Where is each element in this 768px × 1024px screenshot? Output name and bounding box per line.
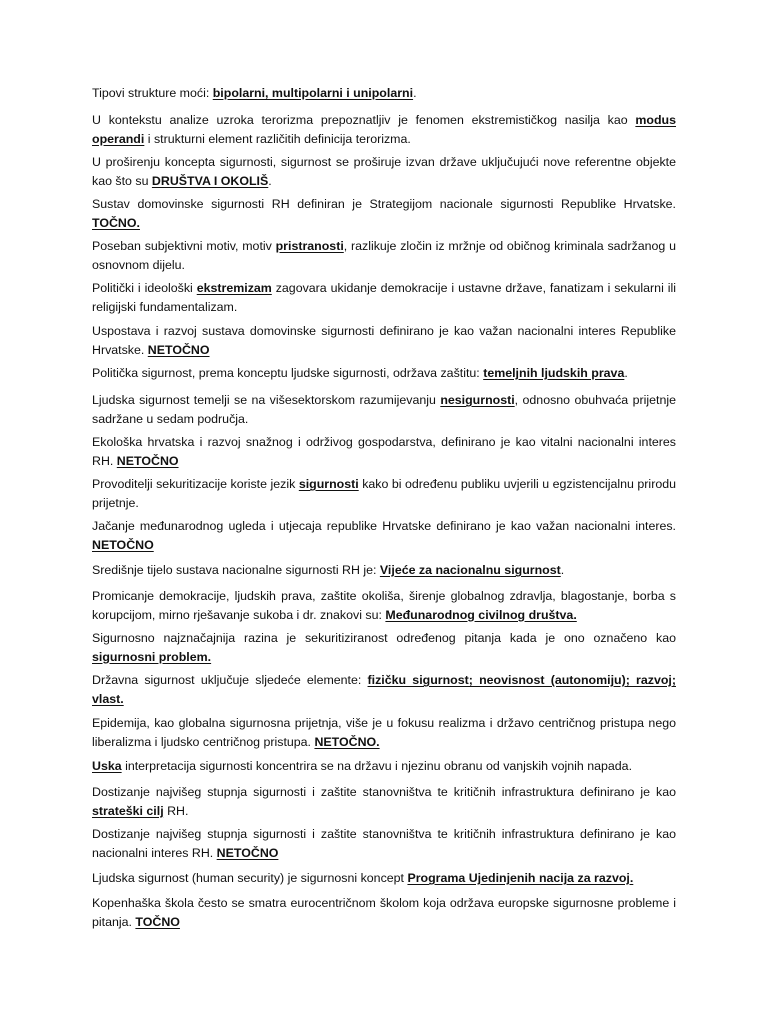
answer-highlight: NETOČNO (92, 537, 154, 552)
text-run: . (268, 173, 272, 188)
text-run: Sustav domovinske sigurnosti RH definiran je Strategijom nacionale sigurnosti Republike Hrvatske. (92, 197, 676, 211)
paragraph (92, 714, 676, 751)
paragraph (92, 517, 676, 554)
text-run: Dostizanje najvišeg stupnja sigurnosti i zaštite stanovništva te kritičnih infrastruktura definirano je kao (92, 785, 676, 799)
paragraph (92, 433, 676, 470)
answer-highlight: strateški cilj (92, 803, 164, 818)
text-run: Epidemija, kao globalna sigurnosna prijetnja, više je u fokusu realizma i državo centričnog pristupa nego liberalizma i ljudsko centričnog pristupa. (92, 716, 676, 749)
answer-highlight: Programa Ujedinjenih nacija za razvoj. (407, 871, 634, 885)
answer-highlight: bipolarni, multipolarni i unipolarni (212, 86, 414, 100)
text-run: RH. (163, 803, 189, 818)
paragraph (92, 364, 676, 383)
text-run: . (624, 366, 628, 380)
answer-highlight: NETOČNO (116, 453, 179, 468)
text-run: Sigurnosno najznačajnija razina je sekuritiziranost određenog pitanja kada je ono označeno kao (92, 631, 676, 645)
paragraph (92, 757, 676, 776)
answer-highlight: TOČNO (135, 914, 180, 929)
paragraph (92, 869, 676, 888)
paragraph (92, 237, 676, 274)
answer-highlight: nesigurnosti (440, 393, 515, 407)
paragraph (92, 561, 676, 580)
text-run: Jačanje međunarodnog ugleda i utjecaja republike Hrvatske definirano je kao važan nacionalni interes. (92, 519, 676, 533)
answer-highlight: NETOČNO. (314, 734, 380, 749)
paragraph (92, 671, 676, 708)
text-run: i strukturni element različitih definicija terorizma. (144, 131, 411, 146)
paragraph (92, 279, 676, 316)
paragraph (92, 84, 676, 103)
answer-highlight: Uska (92, 759, 122, 773)
text-run: Ljudska sigurnost (human security) je sigurnosni koncept (92, 871, 408, 885)
answer-highlight: DRUŠTVA I OKOLIŠ (151, 173, 269, 188)
text-run: Uspostava i razvoj sustava domovinske sigurnosti definirano je kao važan nacionalni interes Republike Hrvatske. (92, 324, 676, 357)
answer-highlight: sigurnosti (298, 477, 359, 491)
paragraph (92, 825, 676, 862)
text-run: , razlikuje zločin iz mržnje od običnog kriminala sadržanog u osnovnom dijelu. (92, 239, 676, 272)
text-run: Kopenhaška škola često se smatra eurocentričnom školom koja održava europske sigurnosne probleme i pitanja. (92, 896, 676, 929)
answer-highlight: modus operandi (92, 113, 676, 146)
text-run: , odnosno obuhvaća prijetnje sadržane u sedam područja. (92, 393, 676, 426)
answer-highlight: temeljnih ljudskih prava (483, 366, 625, 380)
text-run: Središnje tijelo sustava nacionalne sigurnosti RH je: (92, 563, 380, 577)
answer-highlight: pristranosti (275, 239, 344, 253)
text-run: Promicanje demokracije, ljudskih prava, zaštite okoliša, širenje globalnog zdravlja, blagostanje, borba s korupcijom, mirno rješavanje sukoba i dr. znakovi su: (92, 589, 676, 622)
answer-highlight: NETOČNO (147, 342, 210, 357)
text-run: Državna sigurnost uključuje sljedeće elemente: (92, 673, 368, 687)
text-run: Poseban subjektivni motiv, motiv (92, 239, 276, 253)
text-run: Ekološka hrvatska i razvoj snažnog i održivog gospodarstva, definirano je kao vitalni nacionalni interes RH. (92, 435, 676, 468)
paragraph (92, 391, 676, 428)
answer-highlight: ekstremizam (196, 281, 272, 295)
text-run: kako bi određenu publiku uvjerili u egzistencijalnu prirodu prijetnje. (92, 477, 676, 510)
answer-highlight: Vijeće za nacionalnu sigurnost (379, 563, 561, 577)
paragraph (92, 322, 676, 359)
text-run: . (560, 563, 565, 577)
paragraph (92, 629, 676, 666)
paragraph (92, 111, 676, 148)
text-run: Ljudska sigurnost temelji se na višesektorskom razumijevanju (92, 393, 441, 407)
paragraph (92, 195, 676, 232)
answer-highlight: Međunarodnog civilnog društva. (385, 607, 577, 622)
text-run: Provoditelji sekuritizacije koriste jezik (92, 477, 299, 491)
text-run: zagovara ukidanje demokracije i ustavne države, fanatizam i sekularni ili religijski fundamentalizam. (92, 281, 676, 314)
answer-highlight: fizičku sigurnost; neovisnost (autonomiju); razvoj; vlast. (92, 673, 676, 706)
text-run: Dostizanje najvišeg stupnja sigurnosti i zaštite stanovništva te kritičnih infrastruktura definirano je kao nacionalni interes RH. (92, 827, 676, 860)
paragraph (92, 475, 676, 512)
paragraph (92, 894, 676, 931)
paragraph (92, 783, 676, 820)
text-run: interpretacija sigurnosti koncentrira se na državu i njezinu obranu od vanjskih vojnih napada. (121, 759, 633, 773)
text-run: Politički i ideološki (92, 281, 197, 295)
text-run: Politička sigurnost, prema konceptu ljudske sigurnosti, održava zaštitu: (92, 366, 484, 380)
answer-highlight: TOČNO. (92, 215, 140, 230)
answer-highlight: NETOČNO (216, 845, 279, 860)
text-run: Tipovi strukture moći: (92, 86, 213, 100)
text-run: U proširenju koncepta sigurnosti, sigurnost se proširuje izvan države uključujući nove referentne objekte kao što su (92, 155, 676, 188)
paragraph (92, 153, 676, 190)
paragraph (92, 587, 676, 624)
answer-highlight: sigurnosni problem. (92, 649, 212, 664)
text-run: . (413, 86, 417, 100)
text-run: U kontekstu analize uzroka terorizma prepoznatljiv je fenomen ekstremističkog nasilja kao (92, 113, 636, 127)
